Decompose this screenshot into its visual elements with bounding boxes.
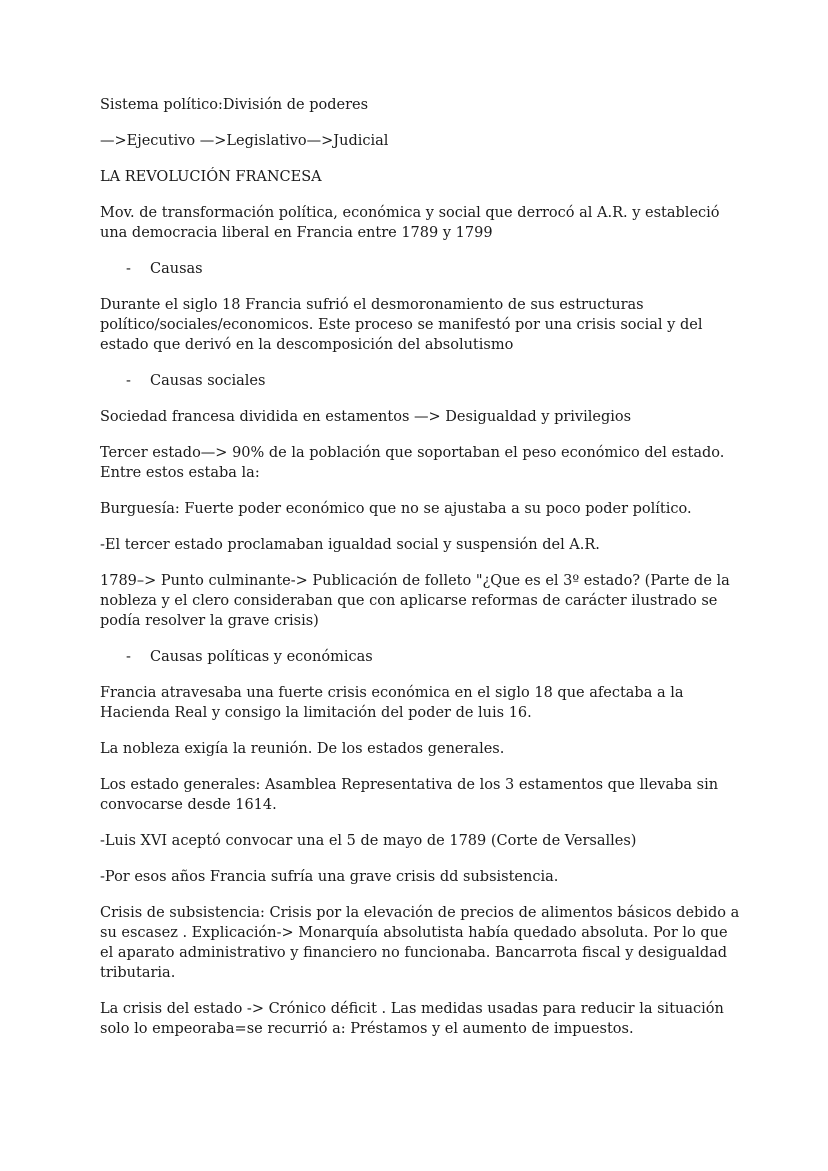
document-page — [100, 95, 740, 1055]
paragraph: —>Ejecutivo —>Legislativo—>Judicial — [100, 133, 389, 149]
paragraph: -El tercer estado proclamaban igualdad social y suspensión del A.R. — [100, 537, 600, 553]
paragraph: La nobleza exigía la reunión. De los estados generales. — [100, 741, 505, 757]
paragraph: Crisis de subsistencia: Crisis por la elevación de precios de alimentos básicos debido a su escasez . Explicación-> Monarquía absolutista había quedado absoluta. Por lo que el aparato administrativo y financiero no funcionaba. Bancarrota fiscal y desigualdad tributaria. — [100, 905, 740, 981]
paragraph: Mov. de transformación política, económica y social que derrocó al A.R. y estableció una democracia liberal en Francia entre 1789 y 1799 — [100, 205, 720, 241]
bullet-text: Causas — [150, 261, 203, 277]
paragraph: Francia atravesaba una fuerte crisis económica en el siglo 18 que afectaba a la Hacienda Real y consigo la limitación del poder de luis 16. — [100, 685, 684, 721]
bullet-marker: - — [126, 373, 131, 389]
bullet-text: Causas políticas y económicas — [150, 649, 373, 665]
bullet-item — [100, 259, 740, 279]
bullet-text: Causas sociales — [150, 373, 266, 389]
paragraph: Los estado generales: Asamblea Representativa de los 3 estamentos que llevaba sin convocarse desde 1614. — [100, 777, 719, 813]
paragraph: Durante el siglo 18 Francia sufrió el desmoronamiento de sus estructuras político/sociales/economicos. Este proceso se manifestó por una crisis social y del estado que derivó en la descomposición del absolutismo — [100, 297, 703, 353]
paragraph: -Luis XVI aceptó convocar una el 5 de mayo de 1789 (Corte de Versalles) — [100, 833, 637, 849]
paragraph: Burguesía: Fuerte poder económico que no se ajustaba a su poco poder político. — [100, 501, 692, 517]
paragraph: Sociedad francesa dividida en estamentos —> Desigualdad y privilegios — [100, 409, 632, 425]
paragraph: Tercer estado—> 90% de la población que soportaban el peso económico del estado. Entre estos estaba la: — [100, 445, 725, 481]
paragraph: 1789–> Punto culminante-> Publicación de folleto "¿Que es el 3º estado? (Parte de la nobleza y el clero consideraban que con aplicarse reformas de carácter ilustrado se podía resolver la grave crisis) — [100, 573, 730, 629]
bullet-marker: - — [126, 261, 131, 277]
paragraph: La crisis del estado -> Crónico déficit . Las medidas usadas para reducir la situación solo lo empeoraba=se recurrió a: Préstamos y el aumento de impuestos. — [100, 1001, 724, 1037]
bullet-marker: - — [126, 649, 131, 665]
paragraph: -Por esos años Francia sufría una grave crisis dd subsistencia. — [100, 869, 559, 885]
section-heading: LA REVOLUCIÓN FRANCESA — [100, 169, 322, 185]
bullet-item — [100, 371, 740, 391]
bullet-item — [100, 647, 740, 667]
paragraph: Sistema político:División de poderes — [100, 97, 369, 113]
